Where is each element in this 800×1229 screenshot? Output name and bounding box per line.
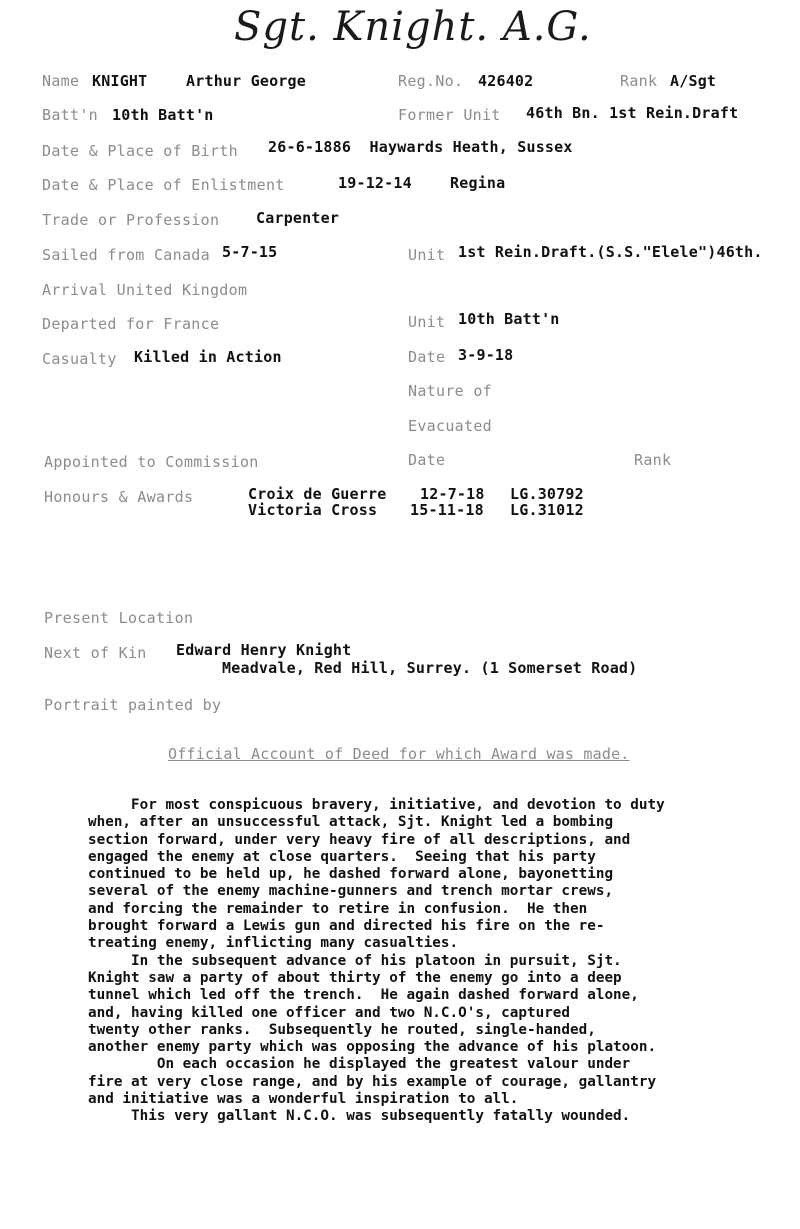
departed-unit-value: 10th Batt'n [458,310,560,328]
sailed-date-value: 5-7-15 [222,243,278,261]
account-line: twenty other ranks. Subsequently he routed, single-handed, [88,1021,596,1038]
account-line: tunnel which led off the trench. He again dashed forward alone, [88,987,639,1004]
surname-value: KNIGHT [92,72,148,90]
casualty-date-value: 3-9-18 [458,346,514,364]
present-location-label: Present Location [44,609,194,627]
former-unit-value: 46th Bn. 1st Rein.Draft [526,104,739,122]
account-line: continued to be held up, he dashed forward alone, bayonetting [88,866,614,883]
account-line: treating enemy, inflicting many casualties. [88,935,459,952]
casualty-label: Casualty [42,350,117,368]
trade-value: Carpenter [256,209,340,227]
account-line: section forward, under very heavy fire of all descriptions, and [88,831,631,848]
rank-value: A/Sgt [670,72,717,90]
casualty-value: Killed in Action [134,348,282,366]
account-line: On each occasion he displayed the greatest valour under [88,1056,631,1073]
portrait-label: Portrait painted by [44,696,222,714]
account-line: another enemy party which was opposing the advance of his platoon. [88,1039,657,1056]
account-line: and, having killed one officer and two N.C.O's, captured [88,1004,571,1021]
name-label: Name [42,72,80,90]
account-line: and initiative was a wonderful inspiration to all. [88,1091,519,1108]
battalion-value: 10th Batt'n [112,106,214,124]
enlistment-date-value: 19-12-14 [338,174,412,192]
sailed-unit-value: 1st Rein.Draft.(S.S."Elele")46th. [458,243,763,261]
honour-date: 12-7-18 [420,485,485,503]
honour-gazette: LG.30792 [510,485,584,503]
account-line: brought forward a Lewis gun and directed his fire on the re- [88,918,605,935]
next-of-kin-label: Next of Kin [44,644,147,662]
commission-label: Appointed to Commission [44,453,259,471]
account-line: engaged the enemy at close quarters. Seeing that his party [88,848,596,865]
next-of-kin-address: Meadvale, Red Hill, Surrey. (1 Somerset Road) [222,659,638,677]
next-of-kin-name: Edward Henry Knight [176,641,352,659]
departed-unit-label: Unit [408,313,446,331]
reg-no-value: 426402 [478,72,534,90]
account-line: and forcing the remainder to retire in confusion. He then [88,900,588,917]
honour-date: 15-11-18 [410,501,484,519]
sailed-label: Sailed from Canada [42,246,210,264]
handwritten-title: Sgt. Knight. A.G. [234,4,592,50]
departed-label: Departed for France [42,315,220,333]
trade-label: Trade or Profession [42,211,220,229]
account-body [88,797,778,1126]
birth-label: Date & Place of Birth [42,142,238,160]
account-line: when, after an unsuccessful attack, Sjt. Knight led a bombing [88,814,614,831]
account-line: fire at very close range, and by his example of courage, gallantry [88,1073,657,1090]
account-line: Knight saw a party of about thirty of the enemy go into a deep [88,969,622,986]
given-names-value: Arthur George [186,72,306,90]
former-unit-label: Former Unit [398,106,501,124]
casualty-date-label: Date [408,348,446,366]
account-line: This very gallant N.C.O. was subsequently fatally wounded. [88,1108,631,1125]
rank-label: Rank [620,72,658,90]
battalion-label: Batt'n [42,106,98,124]
commission-rank-label: Rank [634,451,672,469]
account-line: several of the enemy machine-gunners and trench mortar crews, [88,883,614,900]
honour-award: Croix de Guerre [248,485,387,503]
account-line: For most conspicuous bravery, initiative, and devotion to duty [88,797,665,813]
enlistment-place-value: Regina [450,174,506,192]
evacuated-label: Evacuated [408,417,492,435]
honour-gazette: LG.31012 [510,501,584,519]
birth-value: 26-6-1886 Haywards Heath, Sussex [268,138,573,156]
honours-label: Honours & Awards [44,488,194,506]
arrival-label: Arrival United Kingdom [42,281,248,299]
account-heading: Official Account of Deed for which Award was made. [168,745,630,763]
reg-no-label: Reg.No. [398,72,464,90]
sailed-unit-label: Unit [408,246,446,264]
account-line: In the subsequent advance of his platoon in pursuit, Sjt. [88,952,622,969]
nature-label: Nature of [408,382,492,400]
enlistment-label: Date & Place of Enlistment [42,176,285,194]
commission-date-label: Date [408,451,446,469]
honour-award: Victoria Cross [248,501,378,519]
